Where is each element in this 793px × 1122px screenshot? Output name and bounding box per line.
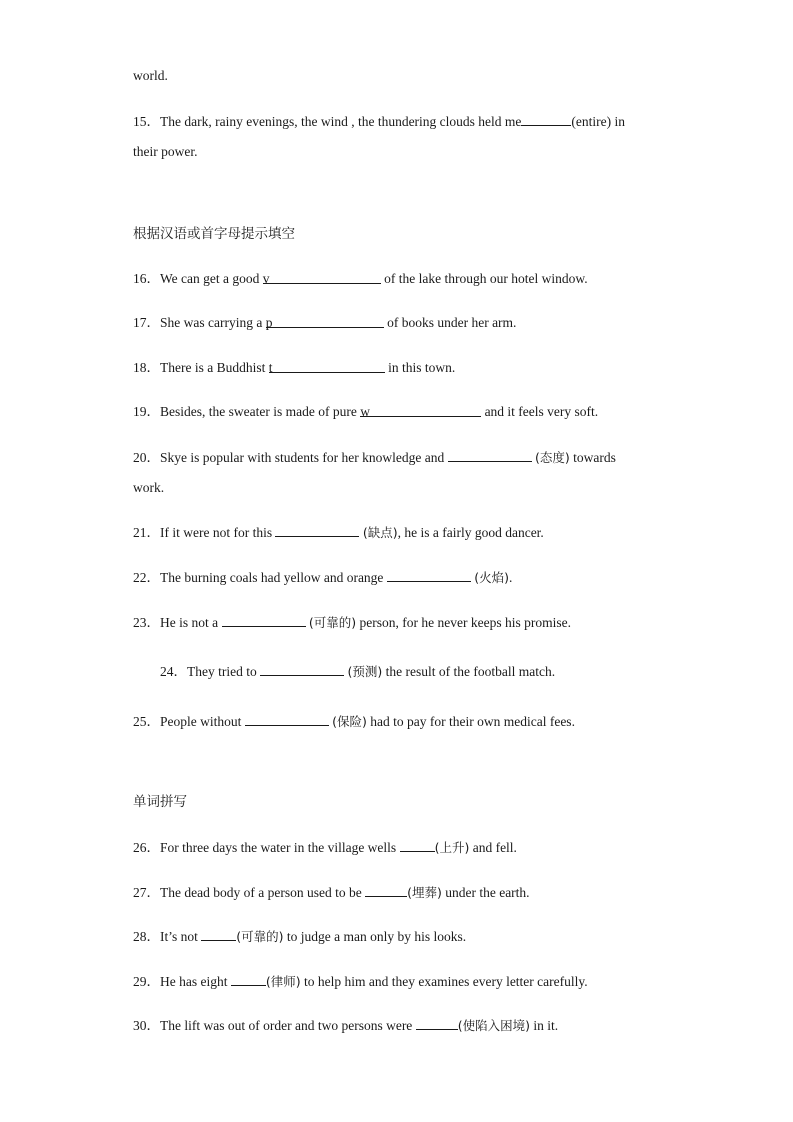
question-text: of books under her arm. [383, 315, 517, 330]
question-text: Besides, the sweater is made of pure [160, 404, 361, 419]
question-text: He has eight [160, 974, 231, 989]
question-text: , he is a fairly good dancer. [397, 525, 544, 540]
question-22 [133, 569, 512, 586]
chinese-hint: (使陷入困境) [457, 1018, 530, 1033]
chinese-hint: (律师) [265, 974, 301, 989]
question-20-wrap: work. [133, 480, 165, 495]
question-number: 22． [133, 570, 160, 585]
question-number: 27． [133, 885, 160, 900]
question-text: It’s not [160, 929, 202, 944]
question-text: . [508, 570, 513, 585]
question-number: 19． [133, 404, 160, 419]
answer-blank[interactable] [266, 315, 384, 328]
question-text: The dark, rainy evenings, the wind , the thundering clouds held me [160, 114, 522, 129]
first-letter-hint: v [262, 271, 270, 286]
answer-blank[interactable] [521, 113, 571, 126]
question-number: 26． [133, 840, 160, 855]
section-heading-spelling: 单词拼写 [133, 794, 187, 810]
question-text: to judge a man only by his looks. [283, 929, 467, 944]
question-text: under the earth. [441, 885, 530, 900]
chinese-hint: (可靠的) [308, 615, 357, 630]
question-15 [133, 113, 625, 130]
question-text: The dead body of a person used to be [160, 885, 366, 900]
question-text: If it were not for this [160, 525, 276, 540]
question-text: in it. [529, 1018, 559, 1033]
question-number: 16． [133, 271, 160, 286]
question-18 [133, 360, 455, 376]
answer-blank[interactable] [263, 271, 381, 284]
answer-blank[interactable] [387, 569, 471, 582]
question-number: 28． [133, 929, 160, 944]
chinese-hint: (保险) [332, 714, 367, 729]
question-16 [133, 271, 588, 287]
question-text: For three days the water in the village wells [160, 840, 400, 855]
question-text: Skye is popular with students for her knowledge and [160, 450, 448, 465]
question-23 [133, 614, 571, 631]
chinese-hint: (埋葬) [407, 885, 442, 900]
question-20 [133, 449, 616, 466]
question-21 [133, 524, 544, 541]
chinese-hint: (上升) [434, 840, 470, 855]
answer-blank[interactable] [275, 524, 359, 537]
chinese-hint: (态度) [534, 450, 570, 465]
question-text: We can get a good [160, 271, 263, 286]
question-number: 17． [133, 315, 160, 330]
question-number: 20． [133, 450, 160, 465]
question-text: He is not a [160, 615, 222, 630]
answer-blank[interactable] [360, 404, 481, 417]
first-letter-hint: w [360, 404, 370, 419]
question-27 [133, 884, 530, 901]
question-text: in this town. [384, 360, 456, 375]
question-number: 24． [160, 664, 187, 679]
question-text: of the lake through our hotel window. [380, 271, 588, 286]
chinese-hint: (预测) [347, 664, 383, 679]
question-text: People without [160, 714, 245, 729]
question-text: person, for he never keeps his promise. [356, 615, 571, 630]
question-text: They tried to [187, 664, 261, 679]
question-30 [133, 1017, 558, 1034]
first-letter-hint: t [268, 360, 273, 375]
continuation-text: world. [133, 68, 168, 83]
question-26 [133, 839, 517, 856]
answer-blank[interactable] [245, 713, 329, 726]
question-text: towards [569, 450, 616, 465]
answer-blank[interactable] [448, 449, 532, 462]
question-17 [133, 315, 516, 331]
question-text: the result of the football match. [382, 664, 556, 679]
answer-blank[interactable] [416, 1017, 458, 1030]
question-number: 18． [133, 360, 160, 375]
question-number: 29． [133, 974, 160, 989]
question-hint: (entire) in [571, 114, 626, 129]
chinese-hint: (缺点) [362, 525, 398, 540]
answer-blank[interactable] [222, 614, 306, 627]
question-text: to help him and they examines every letter carefully. [300, 974, 588, 989]
question-text: There is a Buddhist [160, 360, 269, 375]
question-number: 15． [133, 114, 160, 129]
answer-blank[interactable] [269, 360, 385, 373]
question-number: 25． [133, 714, 160, 729]
answer-blank[interactable] [201, 928, 236, 941]
first-letter-hint: p [265, 315, 273, 330]
question-number: 21． [133, 525, 160, 540]
question-19 [133, 404, 598, 420]
question-number: 30． [133, 1018, 160, 1033]
question-text: and it feels very soft. [481, 404, 599, 419]
section-heading-hints: 根据汉语或首字母提示填空 [133, 226, 295, 242]
question-28 [133, 928, 466, 945]
question-24 [160, 663, 555, 680]
answer-blank[interactable] [365, 884, 407, 897]
answer-blank[interactable] [260, 663, 344, 676]
question-text: had to pay for their own medical fees. [366, 714, 575, 729]
question-15-wrap: their power. [133, 144, 198, 159]
chinese-hint: (火焰) [474, 570, 509, 585]
answer-blank[interactable] [400, 839, 435, 852]
question-number: 23． [133, 615, 160, 630]
chinese-hint: (可靠的) [236, 929, 284, 944]
question-text: and fell. [469, 840, 517, 855]
answer-blank[interactable] [231, 973, 266, 986]
question-text: The burning coals had yellow and orange [160, 570, 387, 585]
question-25 [133, 713, 575, 730]
question-text: The lift was out of order and two persons were [160, 1018, 416, 1033]
question-29 [133, 973, 588, 990]
question-text: She was carrying a [160, 315, 266, 330]
